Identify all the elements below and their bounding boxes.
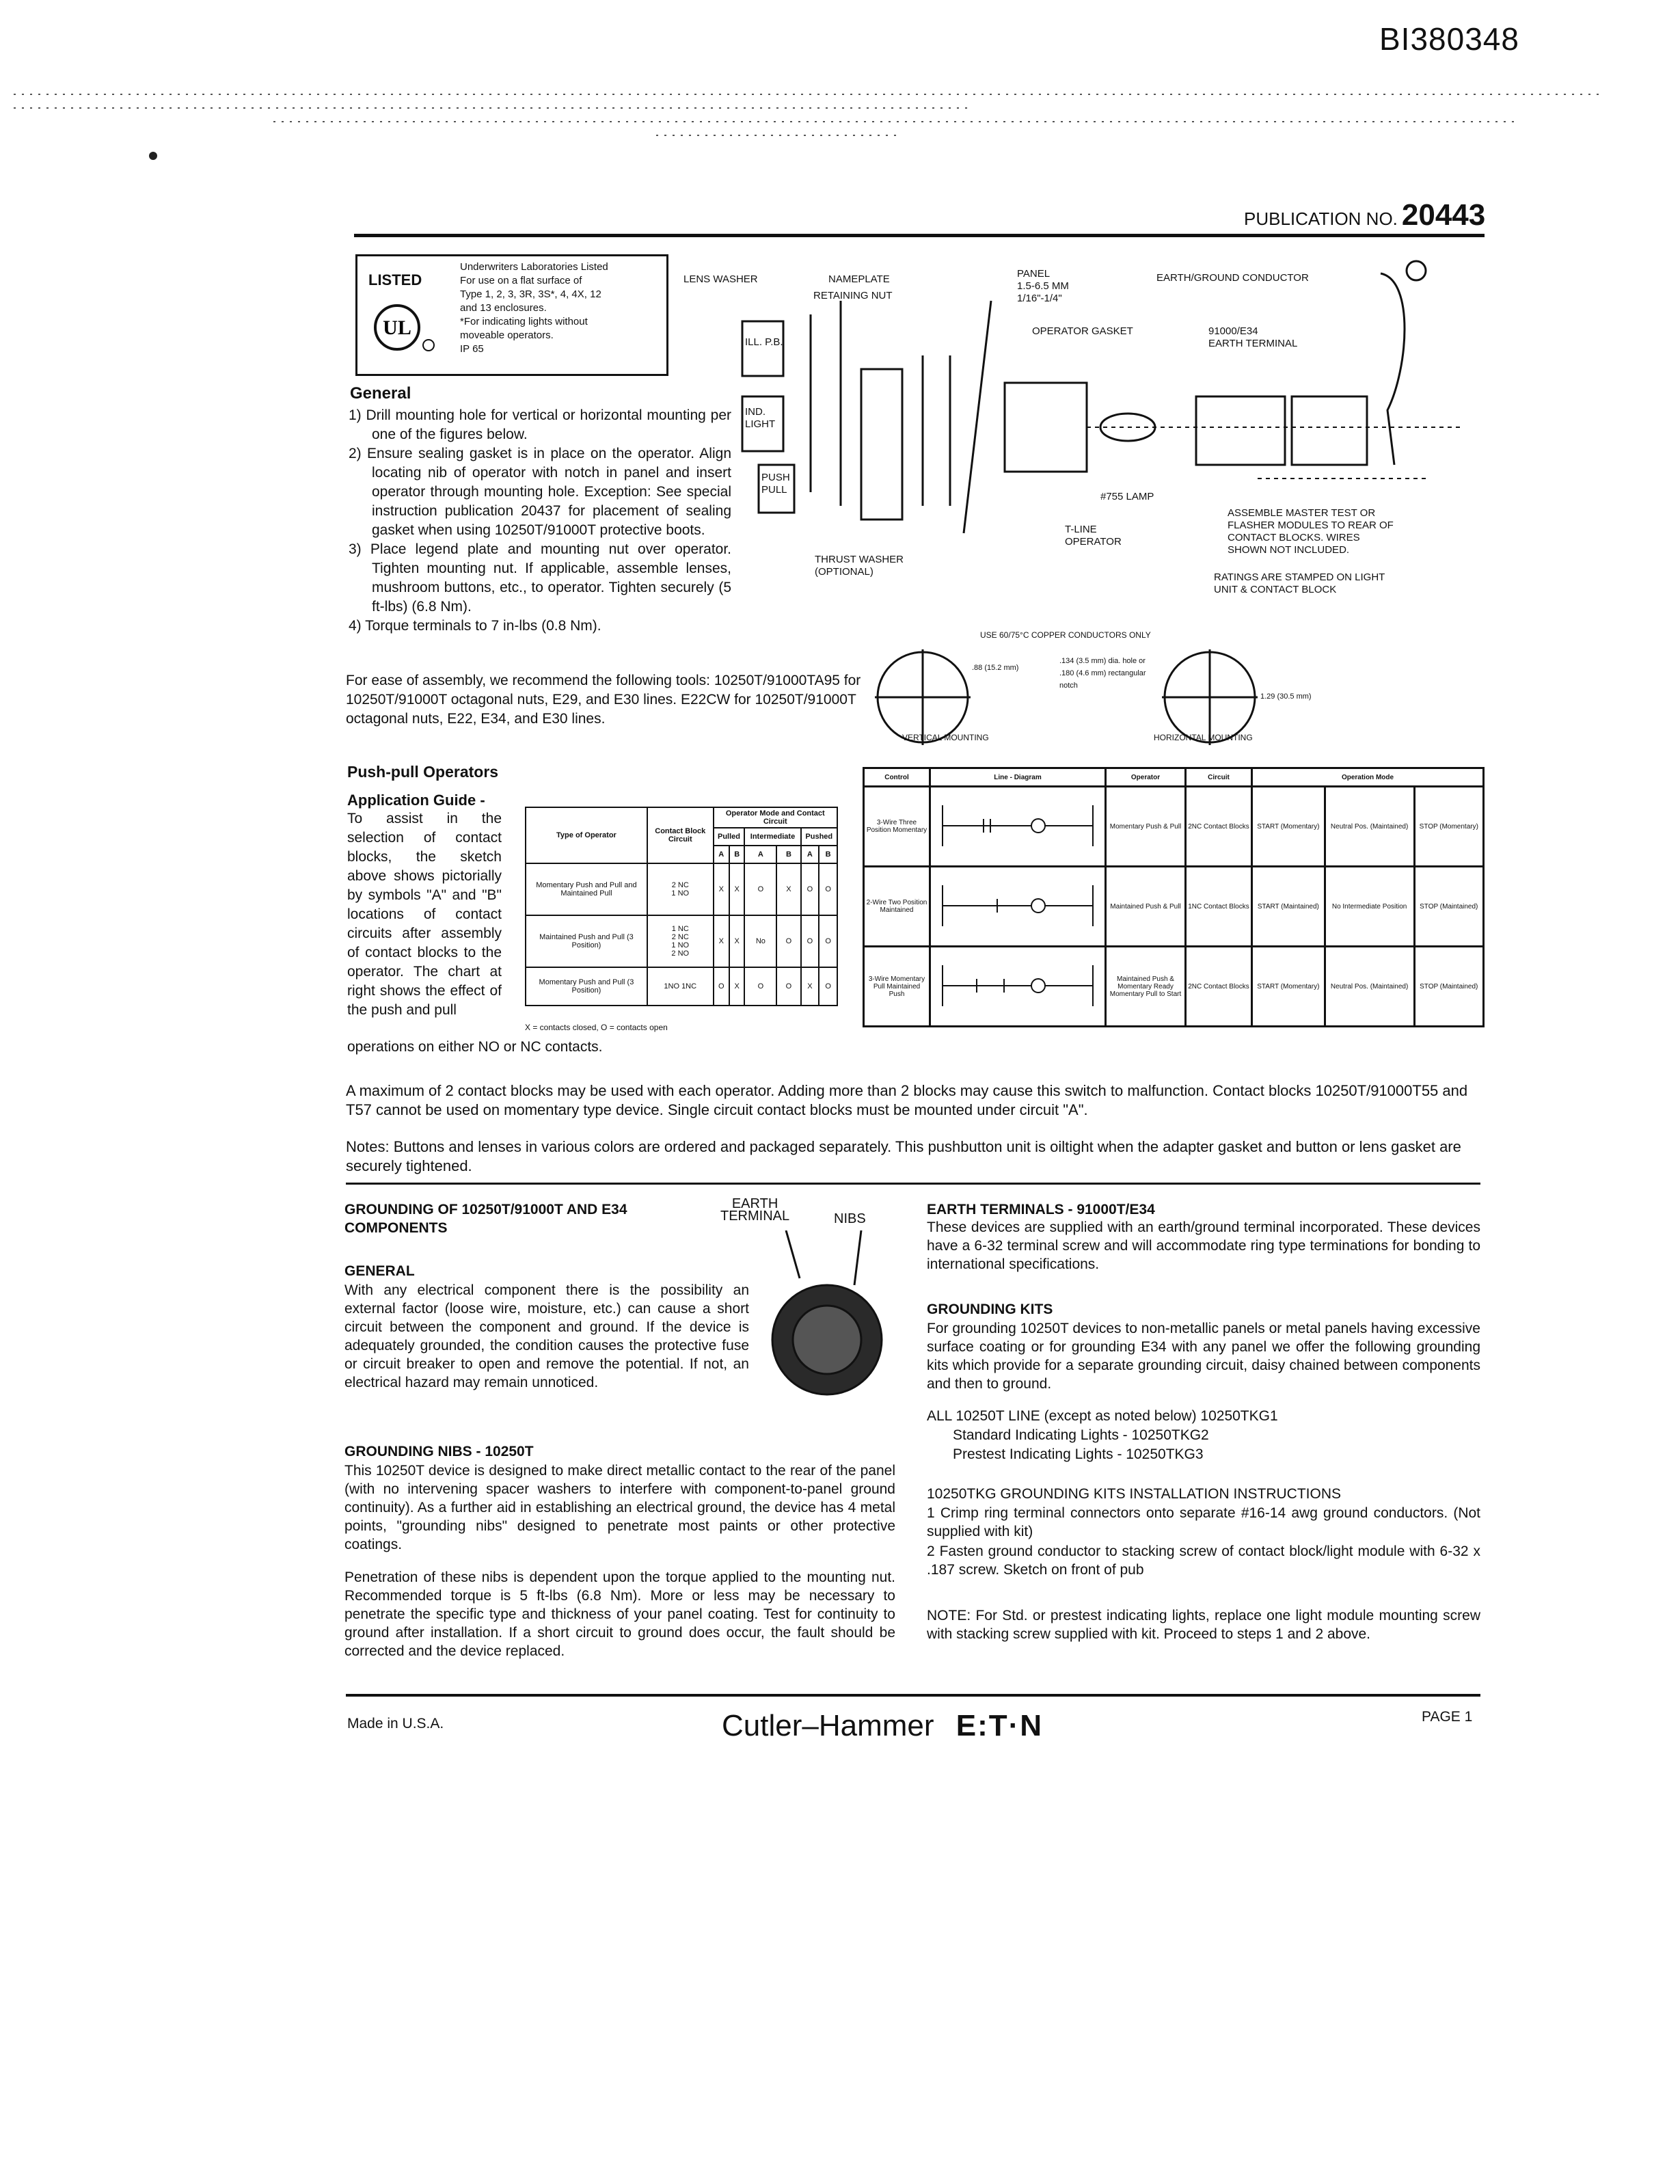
cell-mode: Neutral Pos. (Maintained) [1325, 787, 1414, 867]
earth-terminals-text: These devices are supplied with an earth/ground terminal incorporated. These devices have a 6-32 terminal screw and will accommodate ring type terminations for bonding to international specifications. [927, 1219, 1480, 1272]
kit-all-line: ALL 10250T LINE (except as noted below) 10250TKG1 [927, 1408, 1278, 1424]
cell-value: X [729, 915, 745, 967]
grounding-nibs-text: This 10250T device is designed to make direct metallic contact to the rear of the panel (with no intervening spacer washers to interfere with component-to-panel ground continuity). As a further aid in establishing an electrical ground, the device has 4 metal points, "grounding nibs" designed to penetrate most paints or other protective coatings. [344, 1463, 895, 1552]
horizontal-mounting-label: HORIZONTAL MOUNTING [1154, 733, 1253, 742]
kit-standard: Standard Indicating Lights - 10250TKG2 [953, 1427, 1209, 1443]
dim-129-label: 1.29 (30.5 mm) [1260, 692, 1312, 701]
cell-value: O [819, 967, 837, 1006]
cell-contact: 1NO 1NC [647, 967, 714, 1006]
cell-operator: Maintained Push & Pull [1106, 867, 1186, 947]
table-legend: X = contacts closed, O = contacts open [525, 1023, 668, 1032]
publication-number [1244, 198, 1485, 232]
cell-value: X [801, 967, 819, 1006]
push-pull-label: PUSH PULL [761, 472, 790, 496]
made-in-usa: Made in U.S.A. [347, 1716, 444, 1731]
assemble-note-label: ASSEMBLE MASTER TEST OR FLASHER MODULES TO REAR OF CONTACT BLOCKS. WIRES SHOWN NOT INCLUDED. [1228, 507, 1394, 556]
ul-listing-box [355, 254, 668, 376]
copper-note-label: USE 60/75°C COPPER CONDUCTORS ONLY [980, 630, 1151, 640]
ladder-diagram [936, 878, 1100, 933]
cell-mode: START (Momentary) [1252, 947, 1325, 1027]
cell-line-diagram [930, 867, 1106, 947]
cell-operator: Maintained Push & Momentary Ready Momentary Pull to Start [1106, 947, 1186, 1027]
earth-terminal-part-label: 91000/E34 EARTH TERMINAL [1208, 325, 1298, 349]
ladder-diagram [936, 958, 1100, 1013]
install-step-1: 1 Crimp ring terminal connectors onto separate #16-14 awg ground conductors. (Not supplied with kit) [927, 1505, 1480, 1539]
cell-value: O [801, 915, 819, 967]
page-number: PAGE 1 [1422, 1709, 1473, 1725]
ratings-note-label: RATINGS ARE STAMPED ON LIGHT UNIT & CONTACT BLOCK [1214, 571, 1385, 595]
cell-value: X [729, 863, 745, 915]
col-contact: Contact Block Circuit [647, 807, 714, 863]
application-guide-heading: Application Guide - [347, 792, 485, 809]
table-row [526, 863, 837, 915]
publication-value: 20443 [1401, 198, 1486, 232]
ill-pb-label: ILL. P.B. [745, 336, 783, 348]
thrust-washer-label: THRUST WASHER (OPTIONAL) [815, 554, 904, 578]
table-row [864, 867, 1484, 947]
col-a: A [744, 846, 776, 863]
col-b: B [819, 846, 837, 863]
general-heading: General [350, 384, 411, 403]
ul-logo-icon [368, 297, 444, 359]
document-id: BI380348 [1379, 21, 1519, 57]
lens-washer-label: LENS WASHER [683, 273, 758, 285]
install-note: NOTE: For Std. or prestest indicating lights, replace one light module mounting screw with stacking screw supplied with kit. Proceed to steps 1 and 2 above. [927, 1608, 1480, 1642]
cell-value: O [819, 863, 837, 915]
tools-paragraph: For ease of assembly, we recommend the following tools: 10250T/91000TA95 for 10250T/91000T octagonal nuts, E29, and E30 lines. E22CW for 10250T/91000T octagonal nuts, E22, E34, and E30 lines. [346, 673, 861, 727]
cell-value: O [744, 967, 776, 1006]
col-a: A [801, 846, 819, 863]
fax-noise-strip [14, 87, 1599, 163]
general-step: 1) Drill mounting hole for vertical or horizontal mounting per one of the figures below. [349, 407, 731, 442]
ind-light-label: IND. LIGHT [745, 406, 776, 430]
grounding-heading: GROUNDING OF 10250T/91000T AND E34 COMPONENTS [344, 1202, 627, 1236]
assembly-diagram [677, 260, 1497, 807]
t-line-operator-label: T-LINE OPERATOR [1065, 524, 1122, 548]
col-intermediate: Intermediate [744, 828, 800, 846]
table-row [864, 787, 1484, 867]
col-control: Control [864, 768, 930, 787]
cell-value: O [776, 915, 800, 967]
publication-label: PUBLICATION NO. [1244, 208, 1398, 229]
general-step: 4) Torque terminals to 7 in-lbs (0.8 Nm). [349, 618, 601, 634]
cell-value: X [714, 915, 729, 967]
general-ground-text: With any electrical component there is the possibility an external factor (loose wire, moisture, etc.) can cause a short circuit between the component and ground. If the device is adequately grounded, the condition causes the protective fuse or circuit breaker to open and remove the potential. If not, an electrical hazard may remain unnoticed. [344, 1282, 749, 1390]
eaton-logo: E:T·N [956, 1709, 1044, 1742]
earth-ground-conductor-label: EARTH/GROUND CONDUCTOR [1156, 272, 1309, 284]
col-mode: Operator Mode and Contact Circuit [714, 807, 837, 828]
cell-type: Maintained Push and Pull (3 Position) [526, 915, 647, 967]
general-steps [349, 406, 731, 636]
general-subheading: GENERAL [344, 1263, 415, 1279]
penetration-text: Penetration of these nibs is dependent upon the torque applied to the mounting nut. Recommended torque is 5 ft-lbs (6.8 Nm). More or less may be necessary to penetrate the specific type and thickness of your panel coating. Test for continuity to ground after installation. If a short circuit to ground does occur, the fault should be corrected and the device replaced. [344, 1569, 895, 1659]
section-rule [346, 1183, 1480, 1185]
panel-label: PANEL 1.5-6.5 MM 1/16"-1/4" [1017, 268, 1069, 304]
cell-control: 3-Wire Three Position Momentary [864, 787, 930, 867]
lamp-label: #755 LAMP [1100, 491, 1154, 502]
nameplate-label: NAMEPLATE [828, 273, 890, 285]
grounding-device-image [759, 1230, 895, 1408]
cell-mode: STOP (Maintained) [1414, 947, 1483, 1027]
cell-control: 2-Wire Two Position Maintained [864, 867, 930, 947]
ul-logo-text: UL [383, 316, 411, 339]
col-line-diagram: Line - Diagram [930, 768, 1106, 787]
cell-value: X [776, 863, 800, 915]
cell-value: O [819, 915, 837, 967]
cell-circuit: 2NC Contact Blocks [1186, 787, 1252, 867]
cell-mode: STOP (Momentary) [1414, 787, 1483, 867]
earth-terminal-label: EARTH TERMINAL [720, 1196, 790, 1224]
earth-terminals-heading: EARTH TERMINALS - 91000T/E34 [927, 1202, 1155, 1217]
install-step-2: 2 Fasten ground conductor to stacking screw of contact block/light module with 6-32 x .187 screw. Sketch on front of pub [927, 1543, 1480, 1578]
col-operator: Operator [1106, 768, 1186, 787]
table-row [526, 967, 837, 1006]
col-pushed: Pushed [801, 828, 837, 846]
cell-type: Momentary Push and Pull and Maintained Pull [526, 863, 647, 915]
install-heading: 10250TKG GROUNDING KITS INSTALLATION INSTRUCTIONS [927, 1486, 1341, 1502]
cell-value: O [776, 967, 800, 1006]
cell-value: No [744, 915, 776, 967]
dim-horizontal-label: .134 (3.5 mm) dia. hole or .180 (4.6 mm) rectangular notch [1059, 657, 1146, 690]
cell-value: O [714, 967, 729, 1006]
col-circuit: Circuit [1186, 768, 1252, 787]
push-pull-heading: Push-pull Operators [347, 763, 499, 781]
cell-type: Momentary Push and Pull (3 Position) [526, 967, 647, 1006]
col-a: A [714, 846, 729, 863]
cell-line-diagram [930, 947, 1106, 1027]
table-row [526, 915, 837, 967]
cell-circuit: 2NC Contact Blocks [1186, 947, 1252, 1027]
col-type: Type of Operator [526, 807, 647, 863]
col-b: B [776, 846, 800, 863]
general-step: 3) Place legend plate and mounting nut over operator. Tighten mounting nut. If applicable, assemble lenses, mushroom buttons, etc., to operator. Tighten securely (5 ft-lbs) (6.8 Nm). [349, 541, 731, 615]
cell-contact: 2 NC 1 NO [647, 863, 714, 915]
cell-mode: No Intermediate Position [1325, 867, 1414, 947]
cell-circuit: 1NC Contact Blocks [1186, 867, 1252, 947]
general-step: 2) Ensure sealing gasket is in place on the operator. Align locating nib of operator with notch in panel and insert operator through mounting hole. Exception: See special instruction publication 20437 for placement of sealing gasket when using 10250T/91000T protective boots. [349, 446, 731, 538]
brand-name [722, 1709, 1043, 1743]
grounding-kits-text: For grounding 10250T devices to non-metallic panels or metal panels having excessive surface coating or for grounding E34 with any panel we offer the following grounding kits which provide for a separate grounding circuit, daisy chained between components and then to ground. [927, 1321, 1480, 1392]
cell-value: X [714, 863, 729, 915]
nibs-label: NIBS [834, 1211, 866, 1226]
circuit-table [863, 767, 1485, 1027]
max-blocks-paragraph: A maximum of 2 contact blocks may be used with each operator. Adding more than 2 blocks may cause this switch to malfunction. Contact blocks 10250T/91000T55 and T57 cannot be used on momentary type device. Single circuit contact blocks must be mounted under circuit "A". [346, 1082, 1468, 1118]
application-table [525, 807, 838, 1006]
ladder-diagram [936, 798, 1100, 853]
header-rule [354, 234, 1485, 237]
cell-mode: Neutral Pos. (Maintained) [1325, 947, 1414, 1027]
cell-control: 3-Wire Momentary Pull Maintained Push [864, 947, 930, 1027]
grounding-kits-heading: GROUNDING KITS [927, 1302, 1053, 1317]
ul-listing-text: Underwriters Laboratories Listed For use on a flat surface of Type 1, 2, 3, 3R, 3S*, 4, 4X, 12 and 13 enclosures. *For indicating lights without moveable operators. IP 65 [460, 261, 608, 355]
vertical-mounting-label: VERTICAL MOUNTING [902, 733, 989, 742]
cell-mode: START (Maintained) [1252, 867, 1325, 947]
dim-vertical-label: .88 (15.2 mm) [972, 664, 1019, 672]
table-row [864, 947, 1484, 1027]
cell-contact: 1 NC 2 NC 1 NO 2 NO [647, 915, 714, 967]
cell-mode: STOP (Maintained) [1414, 867, 1483, 947]
notes-paragraph: Notes: Buttons and lenses in various colors are ordered and packaged separately. This pushbutton unit is oiltight when the adapter gasket and button or lens gasket are securely tightened. [346, 1138, 1461, 1174]
cell-line-diagram [930, 787, 1106, 867]
application-guide-text-end: operations on either NO or NC contacts. [347, 1039, 603, 1055]
footer-rule [346, 1694, 1480, 1697]
cell-mode: START (Momentary) [1252, 787, 1325, 867]
cell-value: O [801, 863, 819, 915]
listed-label: LISTED [368, 271, 422, 288]
cell-value: X [729, 967, 745, 1006]
application-guide-text: To assist in the selection of contact blocks, the sketch above shows pictorially by symbols "A" and "B" locations of contact circuits after assembly of contact blocks to the operator. The chart at right shows the effect of the push and pull [347, 811, 502, 1018]
brand-text: Cutler–Hammer [722, 1709, 934, 1742]
col-pulled: Pulled [714, 828, 745, 846]
cell-value: O [744, 863, 776, 915]
kit-pretest: Prestest Indicating Lights - 10250TKG3 [953, 1446, 1204, 1462]
col-operation-mode: Operation Mode [1252, 768, 1484, 787]
retaining-nut-label: RETAINING NUT [813, 290, 893, 301]
operator-gasket-label: OPERATOR GASKET [1032, 325, 1133, 337]
cell-operator: Momentary Push & Pull [1106, 787, 1186, 867]
grounding-nibs-heading: GROUNDING NIBS - 10250T [344, 1444, 534, 1459]
col-b: B [729, 846, 745, 863]
